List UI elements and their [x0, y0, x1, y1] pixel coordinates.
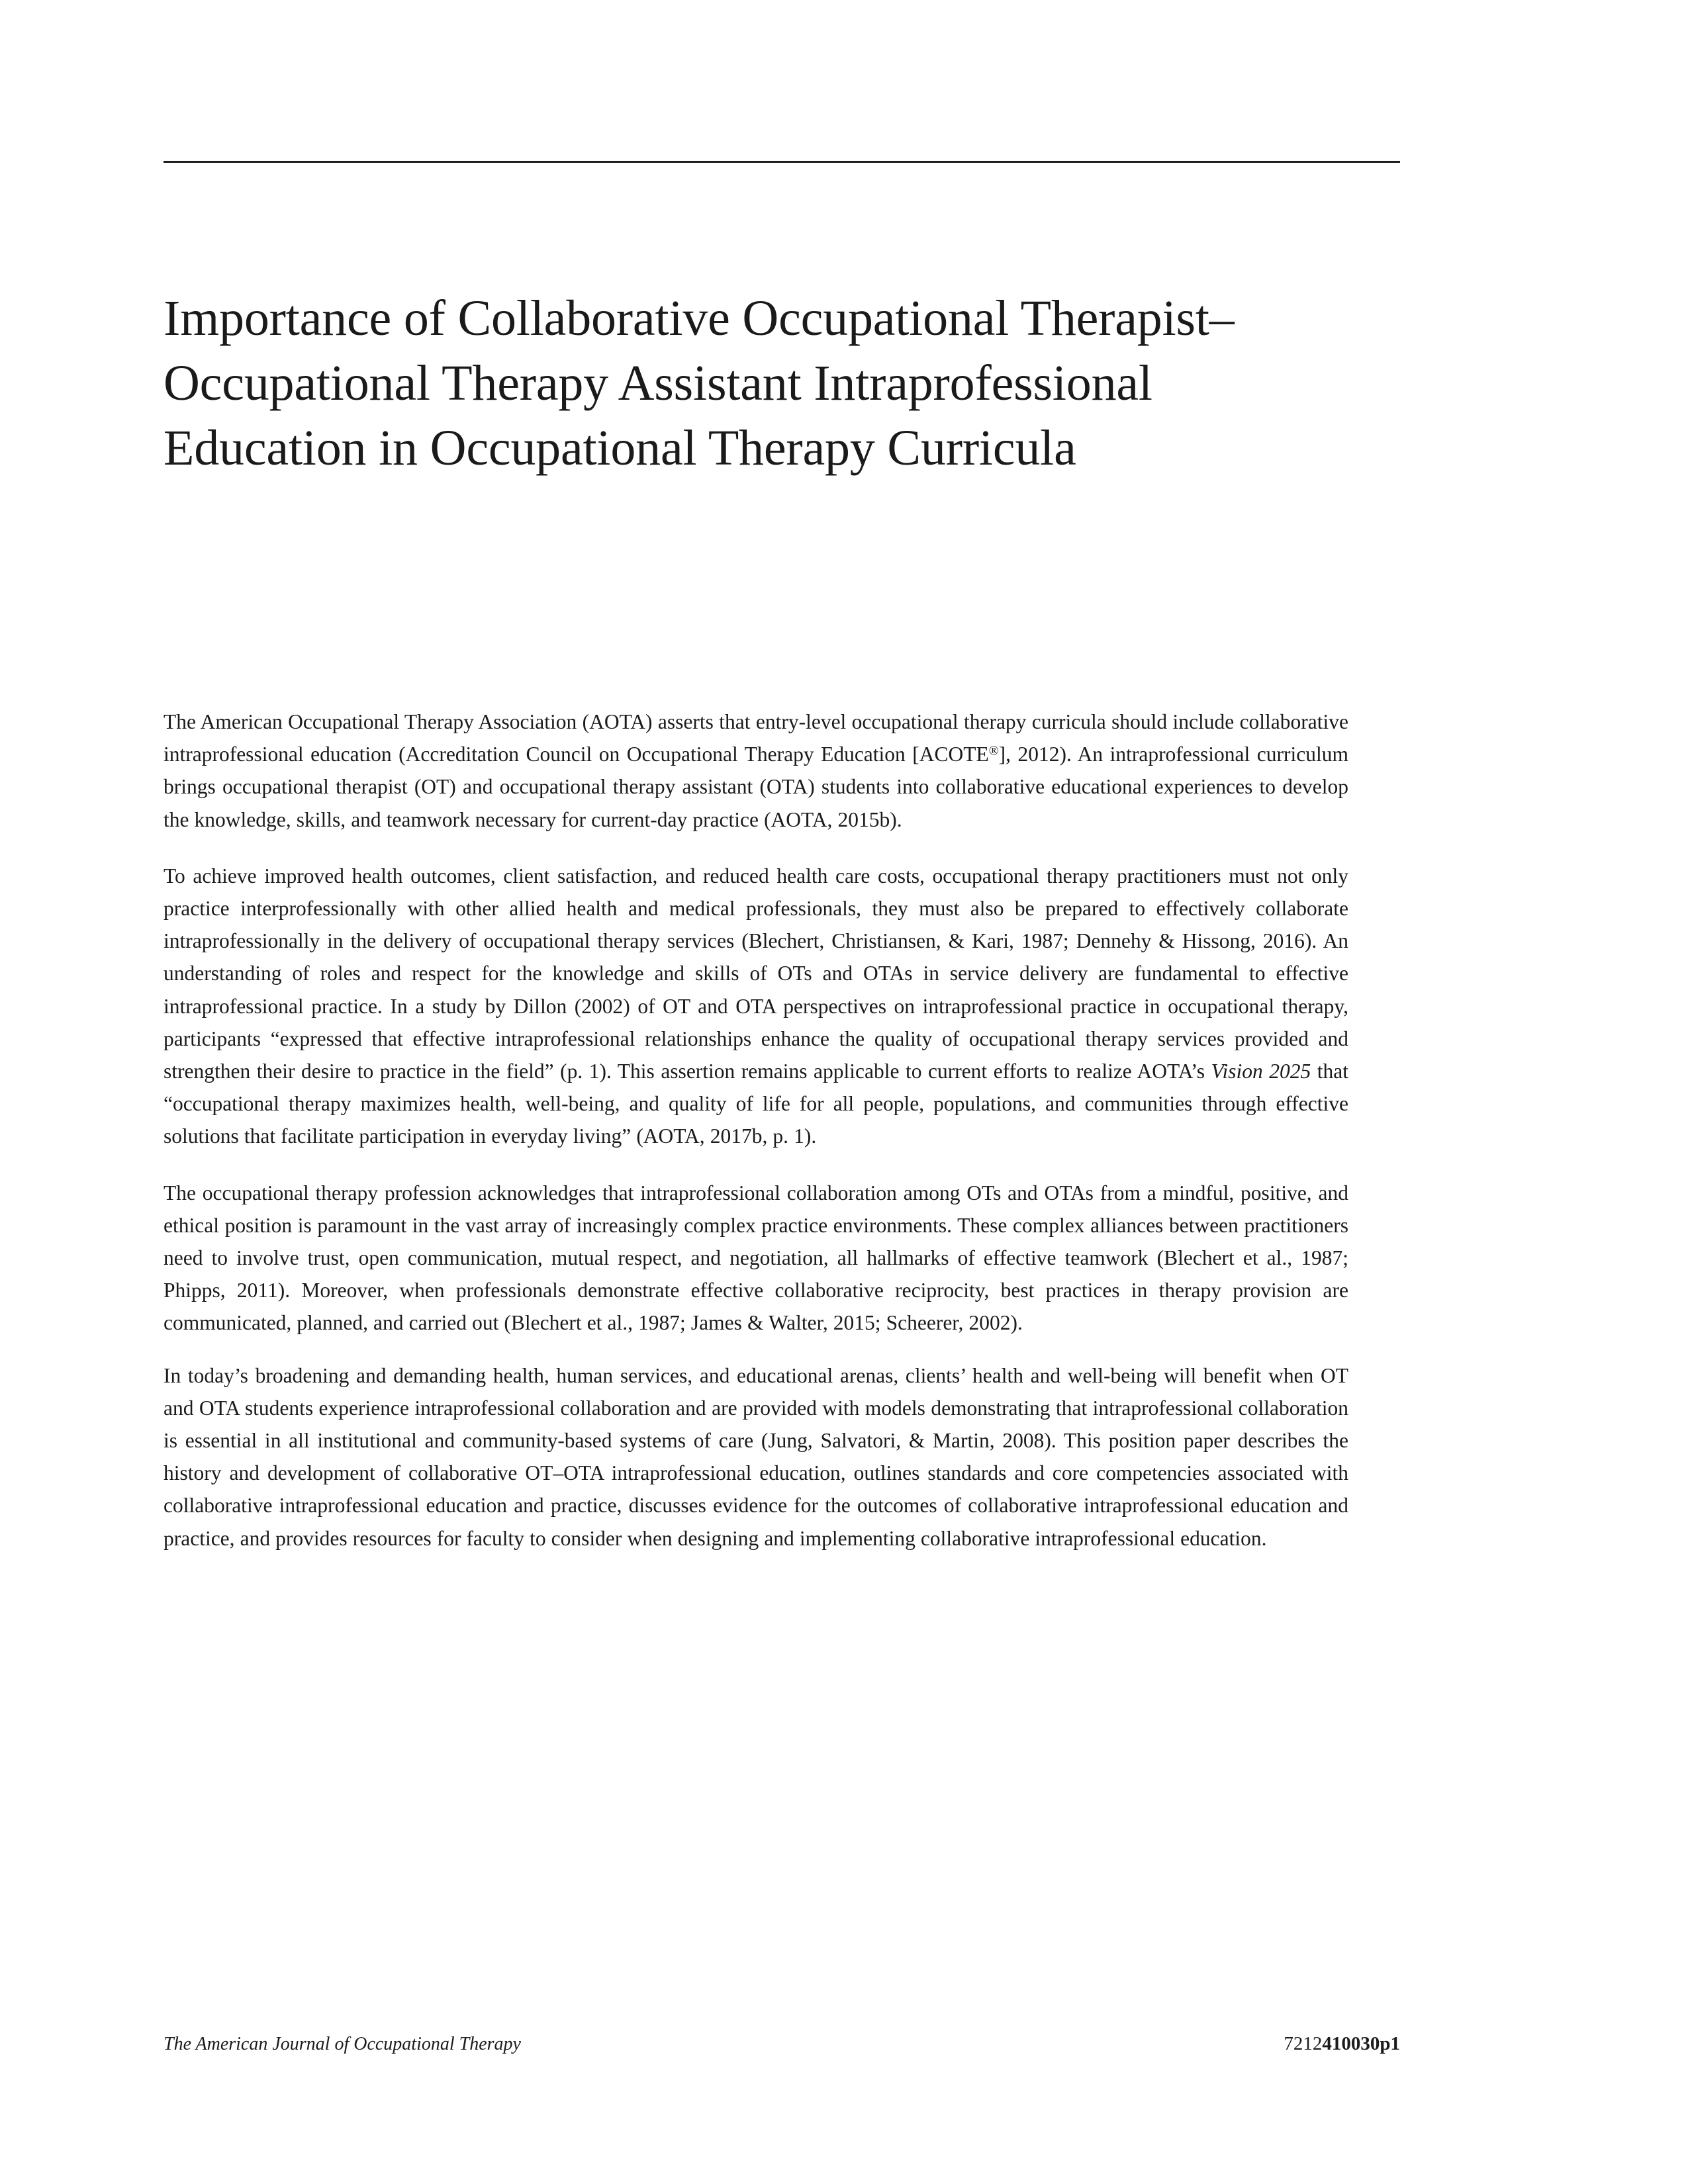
- footer-journal-name: The American Journal of Occupational Therapy: [164, 2034, 521, 2054]
- article-body: [164, 705, 1348, 1555]
- footer-page-id-bold: 410030p1: [1322, 2033, 1400, 2054]
- page-footer: [164, 2033, 1400, 2055]
- footer-page-id-lead: 7212: [1284, 2033, 1323, 2054]
- page-title: Importance of Collaborative Occupational Therapist–Occupational Therapy Assistant Intraprofessional Education in Occupational Therapy Curricula: [164, 291, 1235, 476]
- title-block: [164, 286, 1408, 480]
- paragraph-2: [164, 860, 1348, 1153]
- registered-mark: ®: [988, 744, 999, 758]
- paragraph-1-text-b: ], 2012). An intraprofessional curriculum brings occupational therapist (OT) and occupational therapy assistant (OTA) students into collaborative educational experiences to develop the knowledge, skills, and teamwork necessary for current-day practice (AOTA, 2015b).: [164, 743, 1348, 831]
- header-rule: [164, 161, 1400, 163]
- paragraph-2-text-a: To achieve improved health outcomes, client satisfaction, and reduced health care costs, occupational therapy practitioners must not only practice interprofessionally with other allied health and medical professionals, they must also be prepared to effectively collaborate intraprofessionally in the delivery of occupational therapy services (Blechert, Christiansen, & Kari, 1987; Dennehy & Hissong, 2016). An understanding of roles and respect for the knowledge and skills of OTs and OTAs in service delivery are fundamental to effective intraprofessional practice. In a study by Dillon (2002) of OT and OTA perspectives on intraprofessional practice in occupational therapy, participants “expressed that effective intraprofessional relationships enhance the quality of occupational therapy services provided and strengthen their desire to practice in the field” (p. 1). This assertion remains applicable to current efforts to realize AOTA’s: [164, 864, 1348, 1083]
- paragraph-2-text-b: that “occupational therapy maximizes health, well-being, and quality of life for all people, populations, and communities through effective solutions that facilitate participation in everyday living” (AOTA, 2017b, p. 1).: [164, 1060, 1348, 1148]
- paragraph-1: [164, 705, 1348, 836]
- paragraph-4: In today’s broadening and demanding health, human services, and educational arenas, clients’ health and well-being will benefit when OT and OTA students experience intraprofessional collaboration and are provided with models demonstrating that intraprofessional collaboration is essential in all institutional and community-based systems of care (Jung, Salvatori, & Martin, 2008). This position paper describes the history and development of collaborative OT–OTA intraprofessional education, outlines standards and core competencies associated with collaborative intraprofessional education and practice, discusses evidence for the outcomes of collaborative intraprofessional education and practice, and provides resources for faculty to consider when designing and implementing collaborative intraprofessional education.: [164, 1363, 1348, 1550]
- paragraph-1-text-a: The American Occupational Therapy Association (AOTA) asserts that entry-level occupational therapy curricula should include collaborative intraprofessional education (Accreditation Council on Occupational Therapy Education [ACOTE: [164, 710, 1348, 766]
- footer-page-id: [1284, 2033, 1400, 2055]
- vision-2025-title: Vision 2025: [1211, 1060, 1311, 1083]
- paragraph-3: The occupational therapy profession acknowledges that intraprofessional collaboration among OTs and OTAs from a mindful, positive, and ethical position is paramount in the vast array of increasingly complex practice environments. These complex alliances between practitioners need to involve trust, open communication, mutual respect, and negotiation, all hallmarks of effective teamwork (Blechert et al., 1987; Phipps, 2011). Moreover, when professionals demonstrate effective collaborative reciprocity, best practices in therapy provision are communicated, planned, and carried out (Blechert et al., 1987; James & Walter, 2015; Scheerer, 2002).: [164, 1181, 1348, 1335]
